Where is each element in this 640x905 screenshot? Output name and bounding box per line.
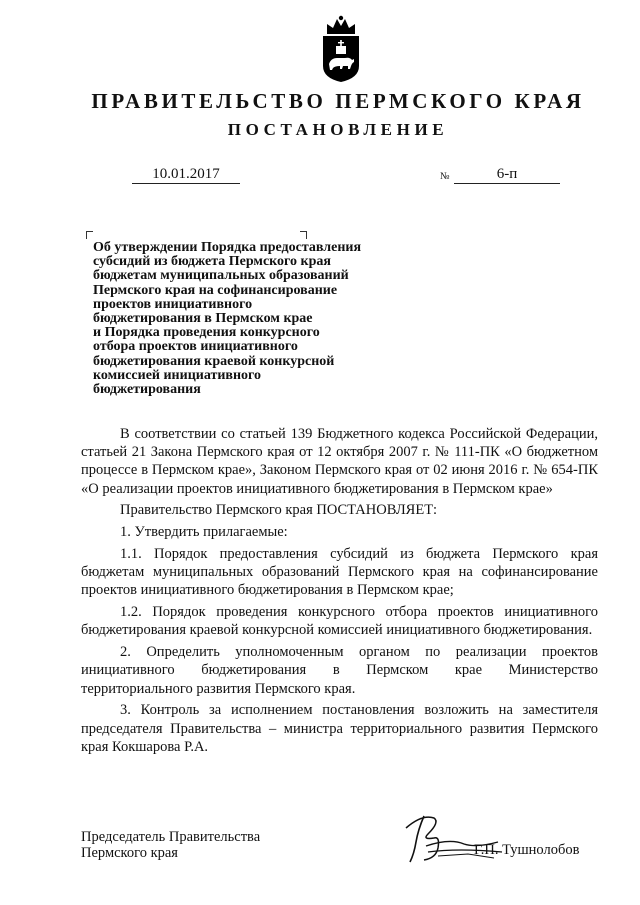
perm-krai-coat-of-arms-icon — [319, 14, 363, 84]
signatory-name: Г.П. Тушнолобов — [474, 842, 580, 858]
item-1-paragraph: 1. Утвердить прилагаемые: — [120, 524, 288, 541]
preamble-paragraph: В соответствии со статьей 139 Бюджетного кодекса Российской Федерации, статьей 21 Закона Пермского края от 12 октября 2007 г. № 111-ПК «О бюджетном процессе в Пермском крае», Законом Пермского края от 02 июня 2016 г. № 654-ПК «О реализации проектов инициативного бюджетирования в Пермском крае» — [81, 426, 598, 497]
document-number: 6-п — [454, 166, 560, 184]
subject-corner-right — [300, 231, 307, 239]
document-date: 10.01.2017 — [132, 166, 240, 184]
document-type-title: ПОСТАНОВЛЕНИЕ — [227, 120, 449, 139]
item-3-paragraph: 3. Контроль за исполнением постановления возложить на заместителя председателя Правительства – министра территориального развития Пермского края Кокшарова Р.А. — [81, 702, 598, 755]
item-2-paragraph: 2. Определить уполномоченным органом по реализации проектов инициативного бюджетирования в Пермском крае Министерство территориального развития Пермского края. — [81, 644, 598, 697]
number-label: № — [440, 171, 450, 182]
signatory-position: Председатель Правительства Пермского края — [81, 829, 261, 861]
subject-corner-left — [86, 231, 93, 239]
decree-paragraph: Правительство Пермского края ПОСТАНОВЛЯЕТ: — [120, 502, 438, 519]
item-1-1-paragraph: 1.1. Порядок предоставления субсидий из бюджета Пермского края бюджетам муниципальных образований Пермского края на софинансирование проектов инициативного бюджетирования в Пермском крае; — [81, 546, 598, 599]
document-body — [81, 425, 598, 756]
handwritten-signature-icon — [398, 808, 503, 870]
document-subject: Об утверждении Порядка предоставления субсидий из бюджета Пермского края бюджетам муниципальных образований Пермского края на софинансирование проектов инициативного бюджетирования в Пермском крае и Порядка проведения конкурсного отбора проектов инициативного бюджетирования краевой конкурсной комиссией инициативного бюджетирования — [93, 240, 362, 398]
government-title: ПРАВИТЕЛЬСТВО ПЕРМСКОГО КРАЯ — [91, 89, 585, 113]
item-1-2-paragraph: 1.2. Порядок проведения конкурсного отбора проектов инициативного бюджетирования краевой конкурсной комиссией инициативного бюджетирования. — [81, 604, 598, 639]
